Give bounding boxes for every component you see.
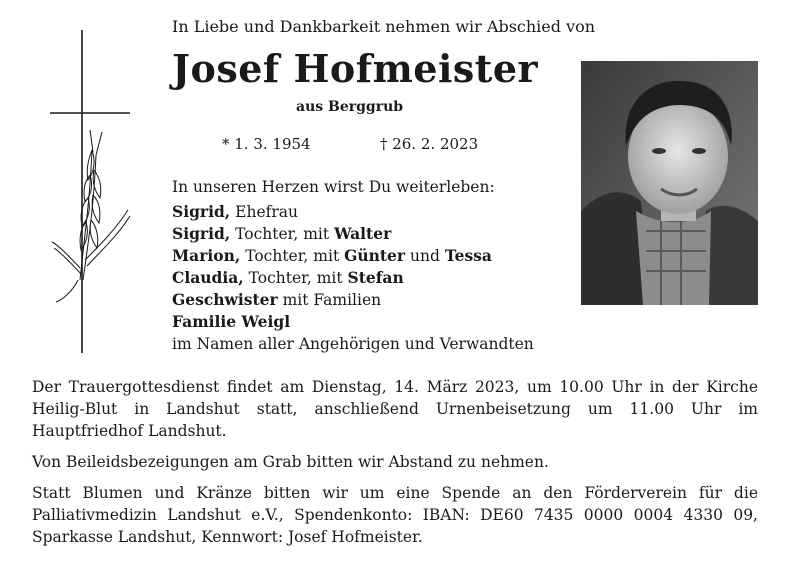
cross-wheat-icon [50,30,160,360]
deceased-name: Josef Hofmeister [172,46,539,91]
donation-paragraph: Statt Blumen und Kränze bitten wir um eine Spende an den Förderverein für die Palliativmedizin Landshut e.V., Spendenkonto: IBAN: DE60 7435 0000 0004 4330 09, Sparkasse Landshut, Kennwort: Josef Hofmeister. [32,484,758,546]
mourner-line: im Namen aller Angehörigen und Verwandten [172,335,534,353]
mourner-line: Geschwister mit Familien [172,290,382,309]
birth-date: * 1. 3. 1954 [222,135,311,153]
mourners-lead: In unseren Herzen wirst Du weiterleben: [172,178,495,196]
mourner-line: Familie Weigl [172,312,291,331]
death-date: † 26. 2. 2023 [380,135,479,153]
mourners-list [172,201,534,355]
mourner-line: Marion, Tochter, mit Günter und Tessa [172,246,492,265]
intro-text: In Liebe und Dankbarkeit nehmen wir Abschied von [172,17,596,36]
mourner-line: Sigrid, Ehefrau [172,202,298,221]
condolence-paragraph: Von Beileidsbezeigungen am Grab bitten wir Abstand zu nehmen. [32,453,549,471]
service-paragraph: Der Trauergottesdienst findet am Dienstag, 14. März 2023, um 10.00 Uhr in der Kirche Heilig-Blut in Landshut statt, anschließend Urnenbeisetzung um 11.00 Uhr im Hauptfriedhof Landshut. [32,378,758,440]
origin-text: aus Berggrub [296,99,404,115]
mourner-line: Claudia, Tochter, mit Stefan [172,268,404,287]
portrait-photo [581,61,758,305]
mourner-line: Sigrid, Tochter, mit Walter [172,224,392,243]
